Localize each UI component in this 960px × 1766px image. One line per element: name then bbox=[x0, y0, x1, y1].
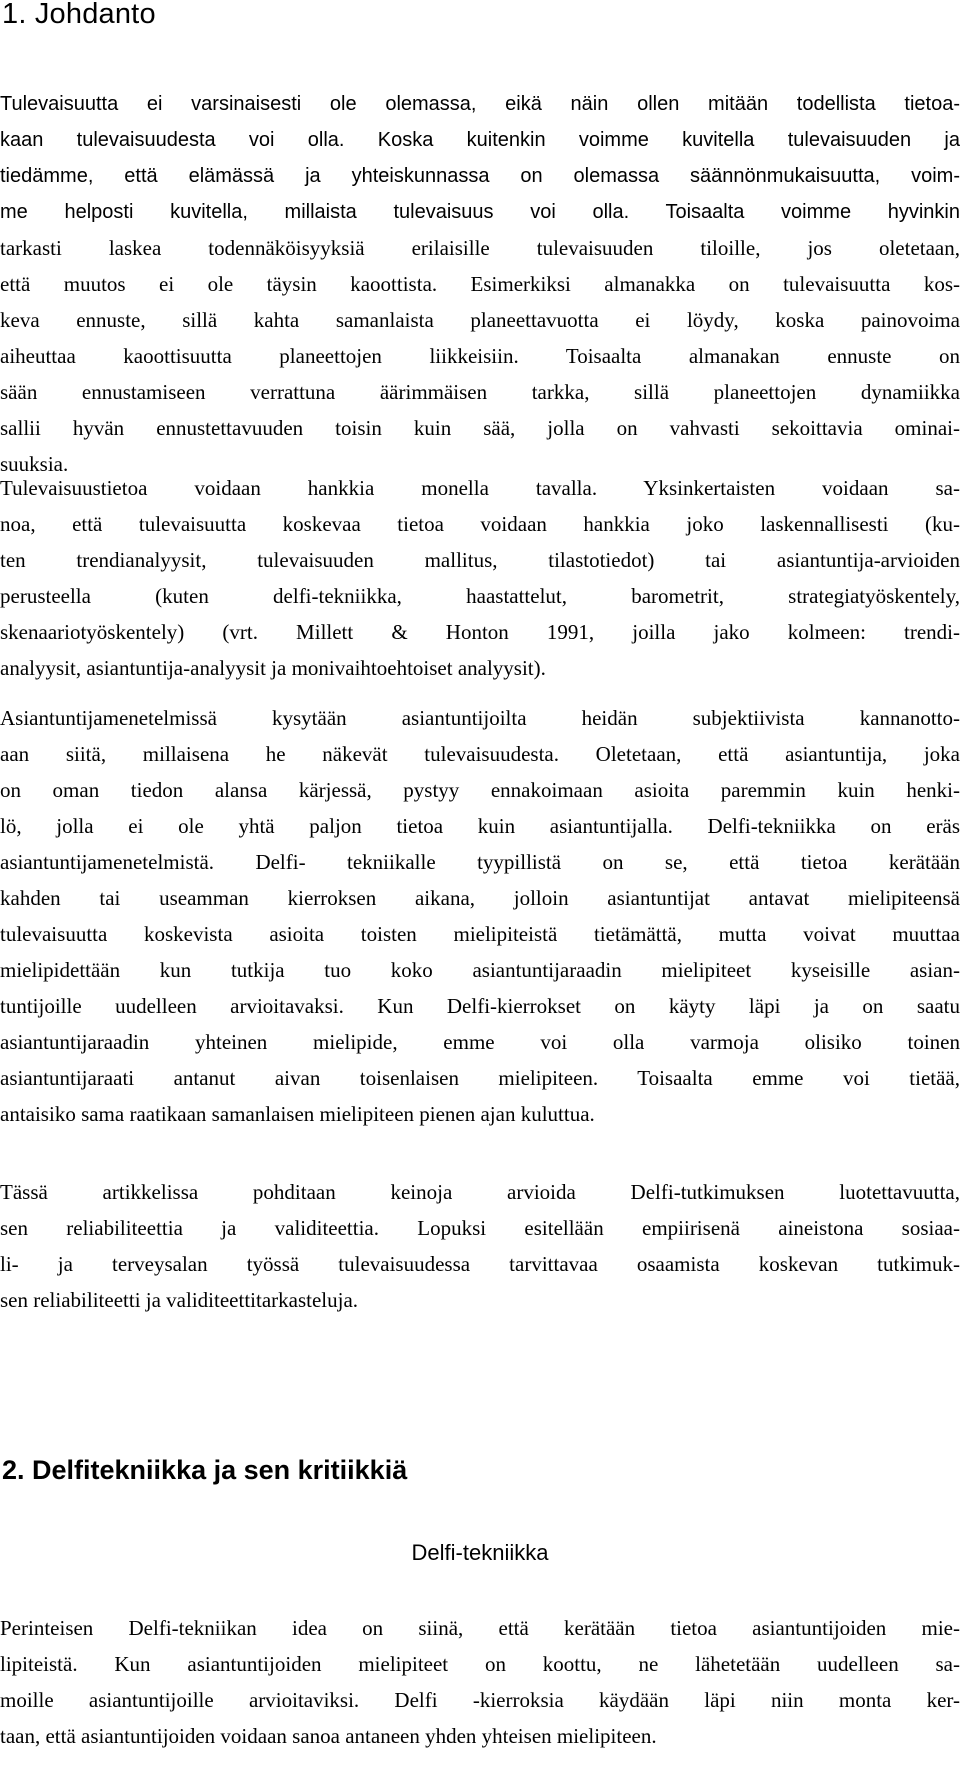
text-line: Tulevaisuutta ei varsinaisesti ole olemassa, eikä näin ollen mitään todellista tietoa- bbox=[0, 93, 960, 115]
text-line: Asiantuntijamenetelmissä kysytään asiantuntijoilta heidän subjektiivista kannanotto- bbox=[0, 706, 960, 730]
text-line: asiantuntijamenetelmistä. Delfi- tekniikalle tyypillistä on se, että tietoa kerätään bbox=[0, 850, 960, 874]
section-heading-delfitekniikka: 2. Delfitekniikka ja sen kritiikkiä bbox=[2, 1455, 408, 1485]
text-line: Tulevaisuustietoa voidaan hankkia monella tavalla. Yksinkertaisten voidaan sa- bbox=[0, 476, 960, 500]
paragraph-4 bbox=[0, 1174, 960, 1318]
text-line: lö, jolla ei ole yhtä paljon tietoa kuin asiantuntijalla. Delfi-tekniikka on eräs bbox=[0, 814, 960, 838]
text-line: tiedämme, että elämässä ja yhteiskunnassa on olemassa säännönmukaisuutta, voim- bbox=[0, 165, 960, 187]
text-line: noa, että tulevaisuutta koskevaa tietoa voidaan hankkia joko laskennallisesti (ku- bbox=[0, 512, 960, 536]
text-line: me helposti kuvitella, millaista tulevaisuus voi olla. Toisaalta voimme hyvinkin bbox=[0, 201, 960, 223]
text-line: aiheuttaa kaoottisuutta planeettojen liikkeisiin. Toisaalta almanakan ennuste on bbox=[0, 344, 960, 368]
text-line: lipiteistä. Kun asiantuntijoiden mielipiteet on koottu, ne lähetetään uudelleen sa- bbox=[0, 1652, 960, 1676]
text-line: Tässä artikkelissa pohditaan keinoja arvioida Delfi-tutkimuksen luotettavuutta, bbox=[0, 1180, 960, 1204]
text-line: asiantuntijaraadin yhteinen mielipide, emme voi olla varmoja olisiko toinen bbox=[0, 1030, 960, 1054]
paragraph-2 bbox=[0, 470, 960, 686]
text-line: analyysit, asiantuntija-analyysit ja monivaihtoehtoiset analyysit). bbox=[0, 656, 546, 680]
text-line: mielipidettään kun tutkija tuo koko asiantuntijaraadin mielipiteet kyseisille asian- bbox=[0, 958, 960, 982]
text-line: li- ja terveysalan työssä tulevaisuudessa tarvittavaa osaamista koskevan tutkimuk- bbox=[0, 1252, 960, 1276]
text-line: keva ennuste, sillä kahta samanlaista planeettavuotta ei löydy, koska painovoima bbox=[0, 308, 960, 332]
paragraph-5 bbox=[0, 1610, 960, 1754]
text-line: että muutos ei ole täysin kaoottista. Esimerkiksi almanakka on tulevaisuutta kos- bbox=[0, 272, 960, 296]
paragraph-3 bbox=[0, 700, 960, 1132]
text-line: tarkasti laskea todennäköisyyksiä erilaisille tulevaisuuden tiloille, jos oletetaan, bbox=[0, 236, 960, 260]
text-line: tuntijoille uudelleen arvioitavaksi. Kun Delfi-kierrokset on käyty läpi ja on saatu bbox=[0, 994, 960, 1018]
text-line: sään ennustamiseen verrattuna äärimmäisen tarkka, sillä planeettojen dynamiikka bbox=[0, 380, 960, 404]
subsection-heading-delfi-tekniikka: Delfi-tekniikka bbox=[411, 1540, 549, 1565]
text-line: skenaariotyöskentely) (vrt. Millett & Honton 1991, joilla jako kolmeen: trendi- bbox=[0, 620, 960, 644]
text-line: kaan tulevaisuudesta voi olla. Koska kuitenkin voimme kuvitella tulevaisuuden ja bbox=[0, 129, 960, 151]
text-line: kahden tai useamman kierroksen aikana, jolloin asiantuntijat antavat mielipiteensä bbox=[0, 886, 960, 910]
text-line: sallii hyvän ennustettavuuden toisin kuin sää, jolla on vahvasti sekoittavia ominai- bbox=[0, 416, 960, 440]
text-line: Perinteisen Delfi-tekniikan idea on siinä, että kerätään tietoa asiantuntijoiden mie- bbox=[0, 1616, 960, 1640]
paragraph-1 bbox=[0, 86, 960, 482]
text-line: on oman tiedon alansa kärjessä, pystyy ennakoimaan asioita paremmin kuin henki- bbox=[0, 778, 960, 802]
text-line: taan, että asiantuntijoiden voidaan sanoa antaneen yhden yhteisen mielipiteen. bbox=[0, 1724, 657, 1748]
text-line: aan siitä, millaisena he näkevät tulevaisuudesta. Oletetaan, että asiantuntija, joka bbox=[0, 742, 960, 766]
text-line: tulevaisuutta koskevista asioita toisten mielipiteistä tietämättä, mutta voivat muuttaa bbox=[0, 922, 960, 946]
text-line: suuksia. bbox=[0, 452, 69, 476]
text-line: sen reliabiliteetti ja validiteettitarkasteluja. bbox=[0, 1288, 359, 1312]
text-line: moille asiantuntijoille arvioitaviksi. Delfi -kierroksia käydään läpi niin monta ker- bbox=[0, 1688, 960, 1712]
section-heading-johdanto: 1. Johdanto bbox=[2, 0, 156, 30]
text-line: antaisiko sama raatikaan samanlaisen mielipiteen pienen ajan kuluttua. bbox=[0, 1102, 595, 1126]
text-line: ten trendianalyysit, tulevaisuuden mallitus, tilastotiedot) tai asiantuntija-arvioiden bbox=[0, 548, 960, 572]
text-line: sen reliabiliteettia ja validiteettia. Lopuksi esitellään empiirisenä aineistona sosiaa- bbox=[0, 1216, 960, 1240]
text-line: perusteella (kuten delfi-tekniikka, haastattelut, barometrit, strategiatyöskentely, bbox=[0, 584, 960, 608]
text-line: asiantuntijaraati antanut aivan toisenlaisen mielipiteen. Toisaalta emme voi tietää, bbox=[0, 1066, 960, 1090]
